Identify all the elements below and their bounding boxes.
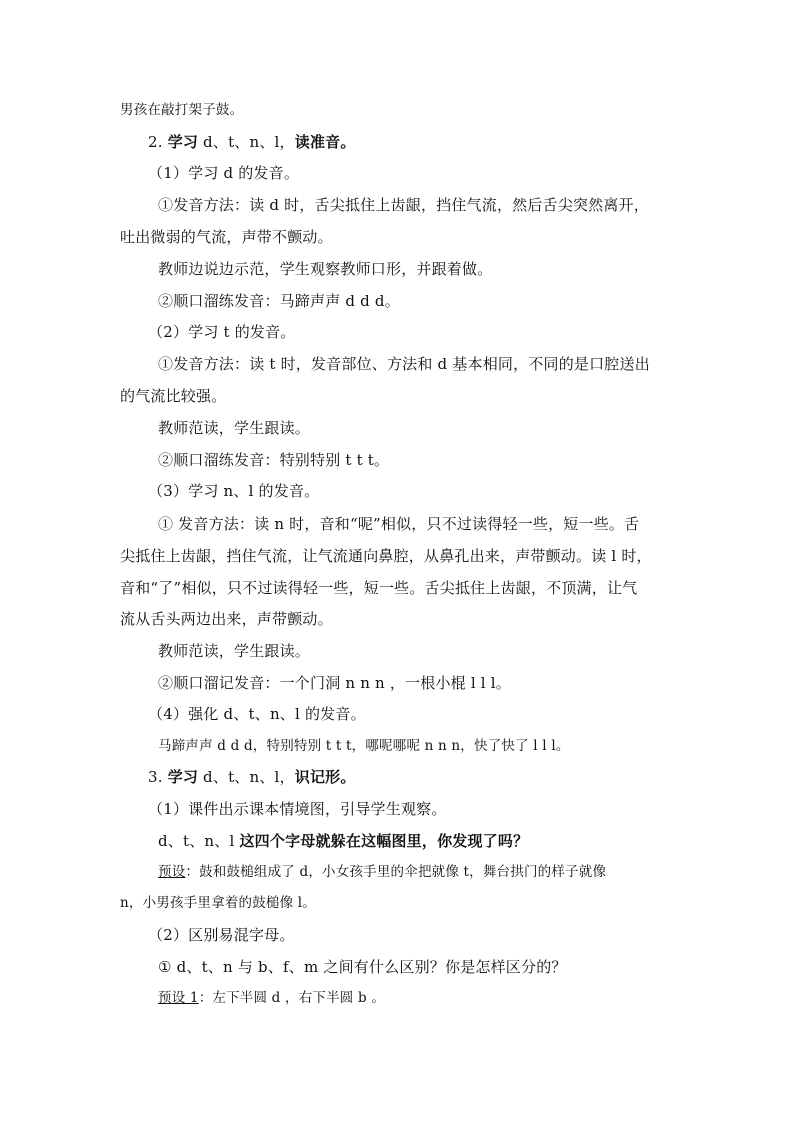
paragraph-line: ②顺口溜记发音：一个门洞 n n n ，一根小棍 l l l。 xyxy=(158,674,511,692)
section-heading: 3. 学习 d、t、n、l，识记形。 xyxy=(148,768,356,786)
preset-label: 预设 1 xyxy=(158,990,199,1006)
paragraph-line: 男孩在敲打架子鼓。 xyxy=(120,102,244,118)
paragraph-line: ②顺口溜练发音：特别特别 t t t。 xyxy=(158,451,390,469)
preset-label: 预设 xyxy=(158,864,186,880)
paragraph-line: 教师边说边示范，学生观察教师口形，并跟着做。 xyxy=(158,260,493,278)
paragraph-line: n，小男孩手里拿着的鼓槌像 l。 xyxy=(120,895,317,911)
preset-answer: 预设 1：左下半圆 d ，右下半圆 b 。 xyxy=(158,990,386,1006)
paragraph-line: ① 发音方法：读 n 时，音和“呢”相似，只不过读得轻一些，短一些。舌 xyxy=(158,515,640,533)
paragraph-line: 的气流比较强。 xyxy=(120,387,227,405)
section-heading: 2. 学习 d、t、n、l，读准音。 xyxy=(148,133,356,151)
paragraph-line: 吐出微弱的气流，声带不颤动。 xyxy=(120,228,333,246)
paragraph-line: ②顺口溜练发音：马蹄声声 d d d。 xyxy=(158,292,400,310)
preset-answer: 预设：鼓和鼓槌组成了 d，小女孩手里的伞把就像 t，舞台拱门的样子就像 xyxy=(158,864,607,880)
paragraph-line: 教师范读，学生跟读。 xyxy=(158,642,311,660)
subsection-heading: （3）学习 n、l 的发音。 xyxy=(148,482,320,500)
subsection-heading: （2）学习 t 的发音。 xyxy=(148,323,296,341)
subsection-heading: （1）学习 d 的发音。 xyxy=(148,164,300,182)
subsection-heading: （4）强化 d、t、n、l 的发音。 xyxy=(148,705,366,723)
subsection-heading: （1）课件出示课本情境图，引导学生观察。 xyxy=(148,800,447,818)
subsection-heading: （2）区别易混字母。 xyxy=(148,926,295,944)
paragraph-line: 流从舌头两边出来，声带颤动。 xyxy=(120,610,333,628)
question-line: ① d、t、n 与 b、f、m 之间有什么区别？你是怎样区分的？ xyxy=(158,958,567,976)
paragraph-line: 教师范读，学生跟读。 xyxy=(158,419,311,437)
paragraph-line: 音和“了”相似，只不过读得轻一些，短一些。舌尖抵住上齿龈，不顶满，让气 xyxy=(120,579,638,597)
paragraph-line: 马蹄声声 d d d，特别特别 t t t，哪呢哪呢 n n n，快了快了 l l l。 xyxy=(158,738,570,754)
paragraph-line: 尖抵住上齿龈，挡住气流，让气流通向鼻腔，从鼻孔出来，声带颤动。读 l 时， xyxy=(120,547,652,565)
paragraph-line: ①发音方法：读 d 时，舌尖抵住上齿龈，挡住气流，然后舌尖突然离开， xyxy=(158,196,649,214)
paragraph-line: ①发音方法：读 t 时，发音部位、方法和 d 基本相同，不同的是口腔送出 xyxy=(158,355,650,373)
question-line: d、t、n、l 这四个字母就躲在这幅图里，你发现了吗？ xyxy=(158,832,529,850)
